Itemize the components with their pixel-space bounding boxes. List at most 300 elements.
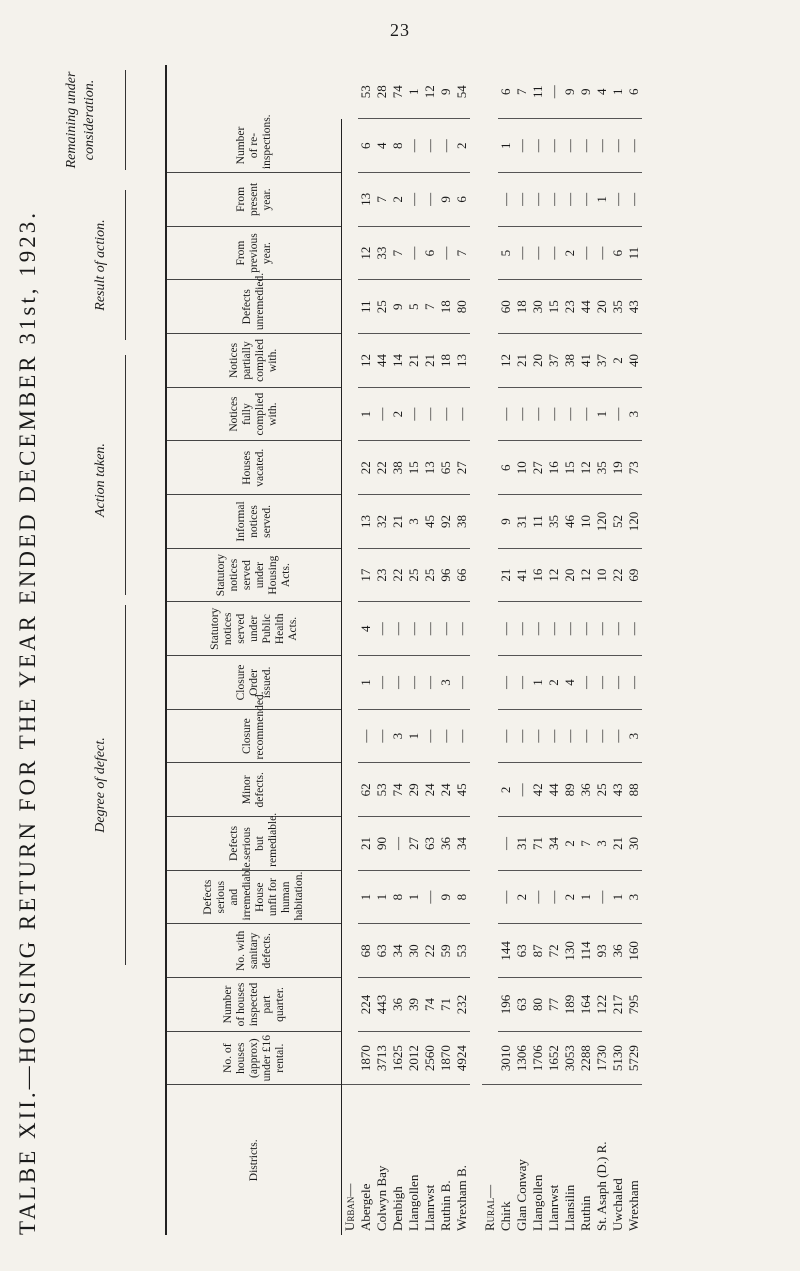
col-header: Notices fully complied with. xyxy=(167,387,342,441)
table-cell: 74 xyxy=(422,978,438,1032)
table-cell: — xyxy=(454,656,470,710)
table-cell: 22 xyxy=(374,441,390,495)
table-cell: 13 xyxy=(454,334,470,388)
table-cell: 7 xyxy=(390,226,406,280)
group-degree-of-defect: Degree of defect. xyxy=(93,737,108,833)
table-cell: — xyxy=(610,602,626,656)
table-cell: 6 xyxy=(454,173,470,227)
table-cell: 3713 xyxy=(374,1031,390,1085)
table-cell: — xyxy=(498,656,514,710)
table-cell: — xyxy=(498,387,514,441)
table-cell: — xyxy=(562,173,578,227)
table-cell: 10 xyxy=(578,495,594,549)
district-name: Llanrwst xyxy=(422,1184,437,1231)
table-cell: 5130 xyxy=(610,1031,626,1085)
table-cell: 96 xyxy=(438,548,454,602)
table-row xyxy=(390,65,406,1235)
table-cell: 52 xyxy=(610,495,626,549)
table-cell: 73 xyxy=(626,441,642,495)
table-cell: 13 xyxy=(422,441,438,495)
table-cell: 6 xyxy=(358,119,374,173)
table-cell: — xyxy=(438,119,454,173)
table-cell: 5 xyxy=(498,226,514,280)
col-header: Number of houses inspected part quarter. xyxy=(167,978,342,1032)
table-row xyxy=(374,65,390,1235)
table-cell: 12 xyxy=(422,65,438,119)
table-cell: 53 xyxy=(358,65,374,119)
section-label: Rural— xyxy=(482,1184,497,1231)
table-row xyxy=(530,65,546,1235)
table-cell: — xyxy=(578,226,594,280)
table-cell: 35 xyxy=(594,441,610,495)
table-cell: 11 xyxy=(626,226,642,280)
table-cell: 1652 xyxy=(546,1031,562,1085)
table-row xyxy=(578,65,594,1235)
table-row xyxy=(610,65,626,1235)
table-cell: — xyxy=(422,602,438,656)
section-spacer xyxy=(642,65,654,1235)
col-header: From present year. xyxy=(167,173,342,227)
table-cell: 1 xyxy=(594,173,610,227)
table-cell: 30 xyxy=(530,280,546,334)
table-cell: 1870 xyxy=(358,1031,374,1085)
table-cell: 15 xyxy=(406,441,422,495)
table-cell: — xyxy=(626,602,642,656)
section-spacer xyxy=(470,65,482,1235)
table-cell: 44 xyxy=(546,763,562,817)
table-cell: 1 xyxy=(374,870,390,924)
table-cell: 189 xyxy=(562,978,578,1032)
brace-remaining xyxy=(125,70,126,170)
table-cell: 3 xyxy=(626,870,642,924)
table-cell: 24 xyxy=(438,763,454,817)
district-name: Llansilin xyxy=(562,1184,577,1231)
table-cell: — xyxy=(578,173,594,227)
table-cell: 1 xyxy=(594,387,610,441)
table-row xyxy=(562,65,578,1235)
table-cell: 2 xyxy=(610,334,626,388)
table-cell: — xyxy=(390,817,406,871)
table-cell: 89 xyxy=(562,763,578,817)
col-header: Houses vacated. xyxy=(167,441,342,495)
table-cell: — xyxy=(374,656,390,710)
table-cell: 11 xyxy=(530,495,546,549)
table-cell: — xyxy=(374,387,390,441)
table-cell: 443 xyxy=(374,978,390,1032)
district-name: Llanrwst xyxy=(546,1184,561,1231)
district-name: Denbigh xyxy=(390,1186,405,1231)
table-cell: 16 xyxy=(530,548,546,602)
table-cell: — xyxy=(546,173,562,227)
table-cell: — xyxy=(422,656,438,710)
table-cell: 3 xyxy=(594,817,610,871)
table-cell: 24 xyxy=(422,763,438,817)
table-row xyxy=(594,65,610,1235)
table-cell: 34 xyxy=(546,817,562,871)
table-cell: 2 xyxy=(514,870,530,924)
table-cell: 69 xyxy=(626,548,642,602)
table-cell: 1870 xyxy=(438,1031,454,1085)
brace-defect xyxy=(125,605,126,965)
table-cell: 38 xyxy=(454,495,470,549)
table-cell: 42 xyxy=(530,763,546,817)
table-cell: 7 xyxy=(422,280,438,334)
table-cell: 2 xyxy=(498,763,514,817)
table-cell: 4 xyxy=(594,65,610,119)
table-cell: 3 xyxy=(626,709,642,763)
district-name: Uwchaled xyxy=(610,1178,625,1231)
table-cell: 41 xyxy=(514,548,530,602)
table-cell: 1730 xyxy=(594,1031,610,1085)
table-cell: — xyxy=(514,709,530,763)
table-cell: — xyxy=(514,173,530,227)
table-cell: — xyxy=(530,870,546,924)
table-cell: 795 xyxy=(626,978,642,1032)
table-cell: 36 xyxy=(578,763,594,817)
table-row xyxy=(422,65,438,1235)
col-header: Notices partially complied with. xyxy=(167,334,342,388)
table-cell: 3 xyxy=(438,656,454,710)
table-cell: 21 xyxy=(422,334,438,388)
table-cell: 27 xyxy=(406,817,422,871)
table-cell: 39 xyxy=(406,978,422,1032)
table-cell: 2012 xyxy=(406,1031,422,1085)
table-cell: 8 xyxy=(454,870,470,924)
table-cell: 37 xyxy=(546,334,562,388)
table-cell: — xyxy=(390,656,406,710)
table-cell: 43 xyxy=(610,763,626,817)
table-cell: — xyxy=(514,656,530,710)
table-cell: 1 xyxy=(406,870,422,924)
table-cell: 7 xyxy=(578,817,594,871)
table-cell: 33 xyxy=(374,226,390,280)
table-cell: 43 xyxy=(626,280,642,334)
table-cell: 34 xyxy=(390,924,406,978)
table-cell: — xyxy=(578,119,594,173)
table-cell: 93 xyxy=(594,924,610,978)
col-header: Informal notices served. xyxy=(167,495,342,549)
table-cell: 17 xyxy=(358,548,374,602)
table-cell: 1 xyxy=(610,870,626,924)
table-cell: 53 xyxy=(454,924,470,978)
table-cell: 9 xyxy=(438,65,454,119)
section-row-urban xyxy=(342,65,359,1235)
district-name: Wrexham B. xyxy=(454,1165,469,1231)
table-cell: — xyxy=(610,387,626,441)
table-cell: — xyxy=(546,709,562,763)
table-cell: 2 xyxy=(390,387,406,441)
table-cell: 120 xyxy=(626,495,642,549)
table-cell: 14 xyxy=(390,334,406,388)
table-cell: — xyxy=(454,387,470,441)
col-header: Districts. xyxy=(167,1085,342,1235)
table-cell: 8 xyxy=(390,119,406,173)
table-cell: — xyxy=(422,173,438,227)
table-cell: 10 xyxy=(514,441,530,495)
table-row xyxy=(454,65,470,1235)
table-cell: — xyxy=(594,709,610,763)
table-cell: 1306 xyxy=(514,1031,530,1085)
table-cell: — xyxy=(454,709,470,763)
table-cell: 3 xyxy=(390,709,406,763)
table-cell: 13 xyxy=(358,495,374,549)
col-header: Defects serious and irremediable. House unfit for human habitation. xyxy=(167,870,342,924)
table-cell: 60 xyxy=(498,280,514,334)
table-cell: — xyxy=(530,226,546,280)
col-header: Minor defects. xyxy=(167,763,342,817)
table-cell: 7 xyxy=(454,226,470,280)
table-cell: 6 xyxy=(626,65,642,119)
col-header: Defects serious but remediable. xyxy=(167,817,342,871)
table-cell: 19 xyxy=(610,441,626,495)
table-cell: 9 xyxy=(390,280,406,334)
table-cell: — xyxy=(454,602,470,656)
table-cell: 1 xyxy=(530,656,546,710)
district-name: Llangollen xyxy=(406,1174,421,1231)
table-cell: 59 xyxy=(438,924,454,978)
table-cell: — xyxy=(546,65,562,119)
table-cell: — xyxy=(514,602,530,656)
group-result-of-action: Result of action. xyxy=(93,219,108,311)
table-cell: — xyxy=(626,173,642,227)
table-cell: — xyxy=(406,602,422,656)
table-cell: 9 xyxy=(562,65,578,119)
table-cell: — xyxy=(406,656,422,710)
table-cell: 38 xyxy=(562,334,578,388)
table-cell: 1 xyxy=(406,65,422,119)
table-row xyxy=(498,65,514,1235)
table-cell: 62 xyxy=(358,763,374,817)
col-header: No. with sanitary defects. xyxy=(167,924,342,978)
table-cell: 11 xyxy=(530,65,546,119)
table-cell: — xyxy=(422,119,438,173)
table-cell: 120 xyxy=(594,495,610,549)
table-cell: 21 xyxy=(390,495,406,549)
table-cell: — xyxy=(498,817,514,871)
table-row xyxy=(358,65,374,1235)
table-cell: — xyxy=(406,387,422,441)
table-cell: — xyxy=(546,226,562,280)
table-cell: 20 xyxy=(594,280,610,334)
table-cell: 10 xyxy=(594,548,610,602)
table-cell: 21 xyxy=(610,817,626,871)
table-cell: 1706 xyxy=(530,1031,546,1085)
table-cell: 41 xyxy=(578,334,594,388)
table-cell: 2 xyxy=(390,173,406,227)
table-cell: 27 xyxy=(530,441,546,495)
group-remaining: Remaining under consideration. xyxy=(64,71,97,169)
table-cell: — xyxy=(530,119,546,173)
table-cell: 12 xyxy=(546,548,562,602)
table-cell: — xyxy=(594,119,610,173)
table-cell: 92 xyxy=(438,495,454,549)
table-cell: 2 xyxy=(454,119,470,173)
table-cell: — xyxy=(498,709,514,763)
table-cell: 36 xyxy=(438,817,454,871)
table-cell: — xyxy=(406,226,422,280)
column-groups xyxy=(55,65,165,985)
table-cell: 45 xyxy=(422,495,438,549)
table-cell: — xyxy=(562,709,578,763)
table-cell: 34 xyxy=(454,817,470,871)
table-cell: 21 xyxy=(406,334,422,388)
district-name: Llangollen xyxy=(530,1174,545,1231)
table-cell: 44 xyxy=(374,334,390,388)
table-cell: 4924 xyxy=(454,1031,470,1085)
table-cell: — xyxy=(610,709,626,763)
table-cell: 217 xyxy=(610,978,626,1032)
district-name: Wrexham xyxy=(626,1180,641,1231)
table-cell: — xyxy=(406,173,422,227)
group-action-taken: Action taken. xyxy=(93,443,108,517)
table-cell: — xyxy=(498,173,514,227)
table-cell: 22 xyxy=(422,924,438,978)
table-cell: 4 xyxy=(358,602,374,656)
table-cell: 164 xyxy=(578,978,594,1032)
table-cell: 71 xyxy=(530,817,546,871)
district-name: St. Asaph (D.) R. xyxy=(594,1141,609,1231)
table-cell: 18 xyxy=(438,334,454,388)
table-cell: 9 xyxy=(578,65,594,119)
table-cell: — xyxy=(578,387,594,441)
table-cell: 25 xyxy=(594,763,610,817)
table-cell: 6 xyxy=(498,65,514,119)
table-cell: 6 xyxy=(422,226,438,280)
table-cell: 87 xyxy=(530,924,546,978)
table-cell: — xyxy=(390,602,406,656)
table-cell: 122 xyxy=(594,978,610,1032)
table-cell: 22 xyxy=(610,548,626,602)
table-cell: — xyxy=(406,119,422,173)
table-cell: 32 xyxy=(374,495,390,549)
table-cell: 12 xyxy=(358,334,374,388)
table-cell: 23 xyxy=(562,280,578,334)
table-cell: — xyxy=(422,870,438,924)
table-cell: 21 xyxy=(358,817,374,871)
table-cell: — xyxy=(610,173,626,227)
table-row xyxy=(406,65,422,1235)
table-cell: 4 xyxy=(374,119,390,173)
table-cell: 63 xyxy=(422,817,438,871)
table-cell: 74 xyxy=(390,763,406,817)
table-cell: — xyxy=(578,602,594,656)
table-cell: — xyxy=(626,656,642,710)
table-cell: 160 xyxy=(626,924,642,978)
table-cell: 63 xyxy=(514,978,530,1032)
table-cell: — xyxy=(594,870,610,924)
col-header: Defects unremedied. xyxy=(167,280,342,334)
table-cell: 27 xyxy=(454,441,470,495)
table-cell: 25 xyxy=(422,548,438,602)
table-cell: — xyxy=(578,709,594,763)
table-cell: 114 xyxy=(578,924,594,978)
table-cell: — xyxy=(438,387,454,441)
table-cell: 36 xyxy=(610,924,626,978)
table-cell: 6 xyxy=(610,226,626,280)
table-cell: 3010 xyxy=(498,1031,514,1085)
table-cell: 46 xyxy=(562,495,578,549)
table-cell: — xyxy=(498,602,514,656)
table-cell: — xyxy=(498,870,514,924)
table-cell: — xyxy=(610,656,626,710)
table-cell: — xyxy=(546,119,562,173)
table-cell: — xyxy=(546,602,562,656)
table-row xyxy=(626,65,642,1235)
table-cell: 40 xyxy=(626,334,642,388)
rotated-table-page xyxy=(15,55,785,1245)
table-cell: — xyxy=(610,119,626,173)
table-cell: 6 xyxy=(498,441,514,495)
table-cell: 130 xyxy=(562,924,578,978)
table-cell: 25 xyxy=(374,280,390,334)
table-cell: 18 xyxy=(514,280,530,334)
table-cell: — xyxy=(530,387,546,441)
table-cell: 2 xyxy=(546,656,562,710)
table-cell: 35 xyxy=(610,280,626,334)
district-name: Chirk xyxy=(498,1201,513,1231)
table-cell: 3 xyxy=(406,495,422,549)
table-cell: 45 xyxy=(454,763,470,817)
table-cell: 1 xyxy=(358,387,374,441)
table-cell: 30 xyxy=(406,924,422,978)
table-cell: — xyxy=(438,709,454,763)
table-cell: 144 xyxy=(498,924,514,978)
table-cell: 68 xyxy=(358,924,374,978)
table-cell: 9 xyxy=(498,495,514,549)
table-cell: — xyxy=(530,709,546,763)
table-cell: — xyxy=(530,602,546,656)
table-cell: 4 xyxy=(562,656,578,710)
table-cell: 21 xyxy=(498,548,514,602)
table-cell: — xyxy=(438,226,454,280)
housing-table xyxy=(165,65,777,1235)
district-name: Abergele xyxy=(358,1183,373,1231)
brace-action xyxy=(125,355,126,595)
section-label: Urban— xyxy=(342,1183,357,1231)
col-header: Closure recommended. xyxy=(167,709,342,763)
table-cell: 13 xyxy=(358,173,374,227)
table-cell: — xyxy=(422,709,438,763)
table-cell: 18 xyxy=(438,280,454,334)
table-cell: 1 xyxy=(498,119,514,173)
table-cell: — xyxy=(562,387,578,441)
table-cell: — xyxy=(374,709,390,763)
col-header: From previous year. xyxy=(167,226,342,280)
table-cell: 21 xyxy=(514,334,530,388)
table-cell: 12 xyxy=(498,334,514,388)
col-header: Closure Order issued. xyxy=(167,656,342,710)
table-cell: 25 xyxy=(406,548,422,602)
table-cell: 2560 xyxy=(422,1031,438,1085)
table-cell: 224 xyxy=(358,978,374,1032)
col-header: Statutory notices served under Housing Acts. xyxy=(167,548,342,602)
table-cell: — xyxy=(530,173,546,227)
district-name: Ruthin xyxy=(578,1195,593,1231)
table-cell: — xyxy=(438,602,454,656)
col-header: No. of houses (approx) under £16 rental. xyxy=(167,1031,342,1085)
table-cell: — xyxy=(514,387,530,441)
table-cell: — xyxy=(514,119,530,173)
table-cell: 5729 xyxy=(626,1031,642,1085)
table-cell: 1 xyxy=(358,870,374,924)
table-cell: — xyxy=(358,709,374,763)
table-cell: 7 xyxy=(374,173,390,227)
table-cell: 35 xyxy=(546,495,562,549)
table-cell: 1625 xyxy=(390,1031,406,1085)
table-cell: — xyxy=(594,226,610,280)
table-cell: 9 xyxy=(438,173,454,227)
table-cell: 3053 xyxy=(562,1031,578,1085)
